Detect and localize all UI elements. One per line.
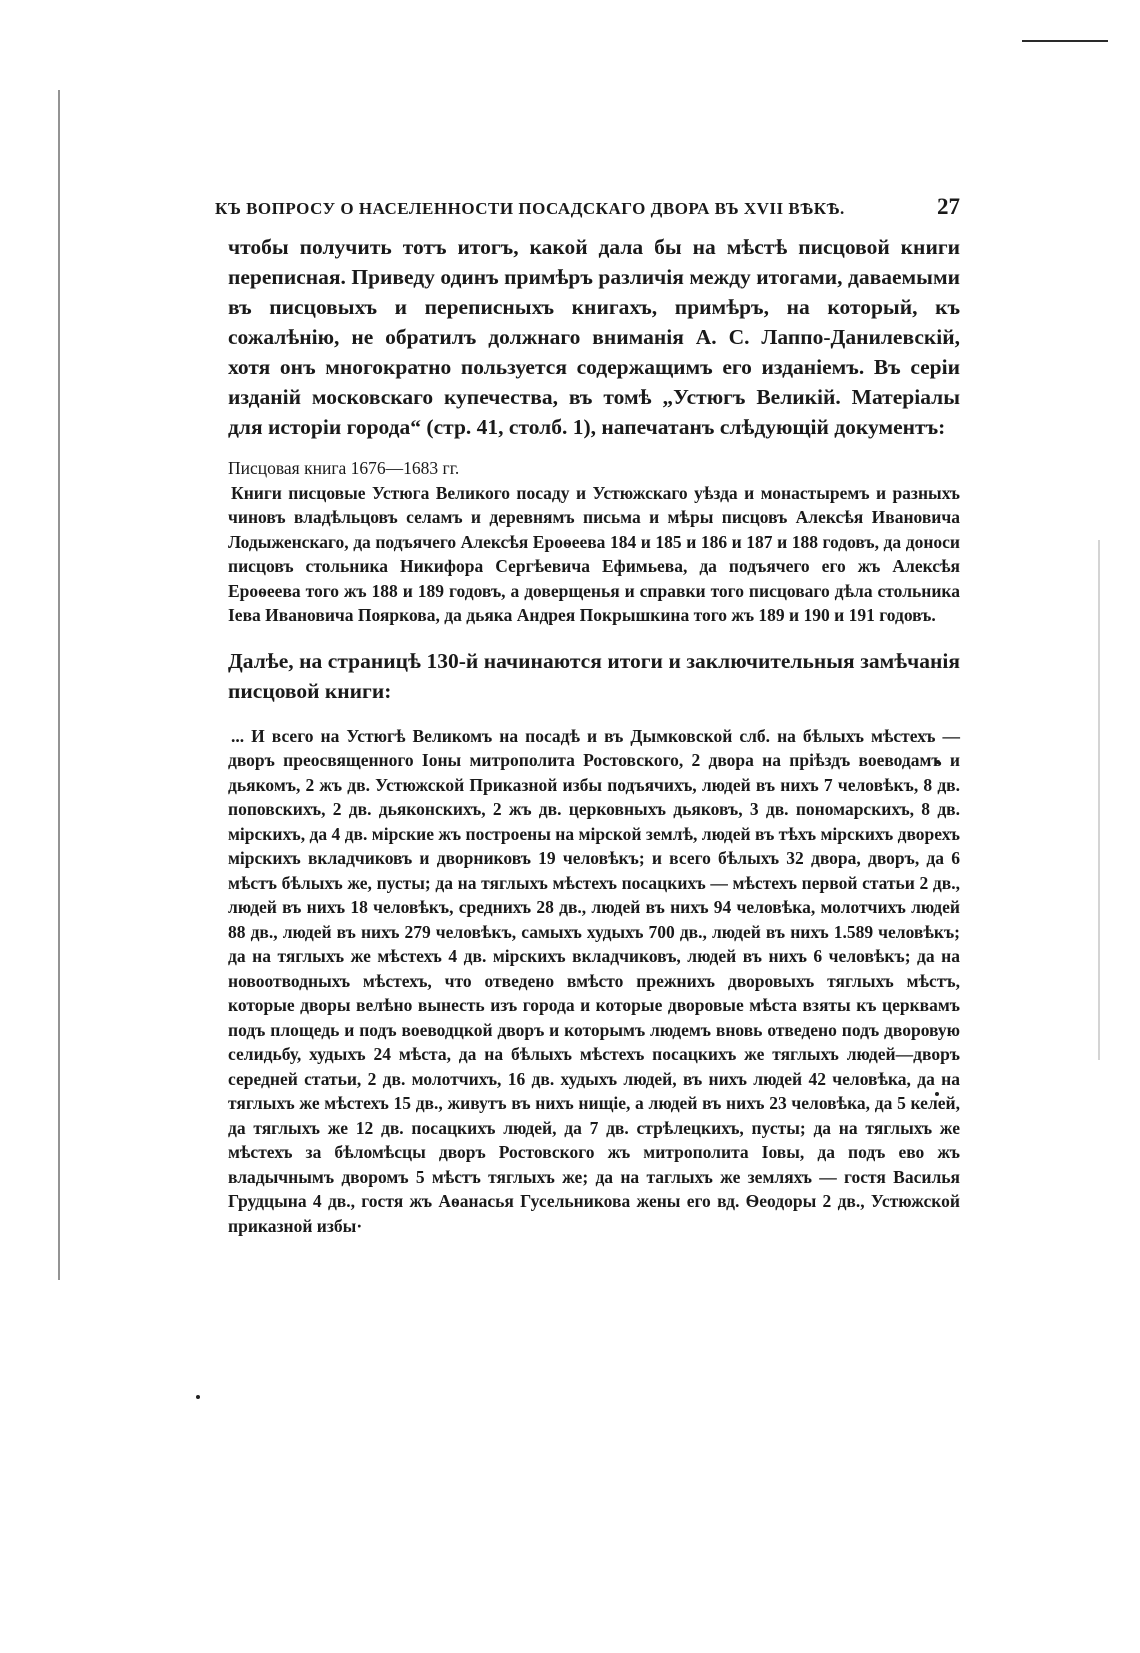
body-paragraph: Далѣе, на страницѣ 130-й начинаются итоги и заключительныя замѣчанія писцовой книги: <box>228 648 960 703</box>
page-body <box>228 232 960 1238</box>
quote-block: Книги писцовые Устюга Великого посаду и Устюжскаго уѣзда и монастыремъ и разныхъ чиновъ владѣльцовъ селамъ и деревнямъ письма и мѣры писцовъ Алексѣя Ивановича Лодыженскаго, да подъячего Алексѣя Ероѳеева 184 и 185 и 186 и 187 и 188 годовъ, да доноси писцовъ стольника Никифора Сергѣевича Ефимьева, да подъячего его жъ Алексѣя Ероѳеева того жъ 188 и 189 годовъ, а доверщенья и справки того писцоваго дѣла стольника Іева Ивановича Поярковa, да дьяка Андрея Покрышкина того жъ 189 и 190 и 191 годовъ. <box>228 482 960 625</box>
page-edge-mark-top-right <box>1022 40 1108 42</box>
page-edge-shadow-left <box>58 90 60 1280</box>
running-header-title: КЪ ВОПРОСУ О НАСЕЛЕННОСТИ ПОСАДСКАГО ДВОРА ВЪ XVII ВѢКѢ. <box>215 199 845 218</box>
quote-block: ... И всего на Устюгѣ Великомъ на посадѣ и въ Дымковской слб. на бѣлыхъ мѣстехъ — дворъ преосвященного Іоны митрополита Ростовского, 2 двора на пріѣздъ воеводамъ и дьякомъ, 2 жъ дв. Устюжской Приказной избы подъячихъ, людей въ нихъ 7 человѣкъ, 8 дв. поповскихъ, 2 дв. дьяконскихъ, 2 жъ дв. церковныхъ дьяковъ, 3 дв. пономарскихъ, 8 дв. мірскихъ, да 4 дв. мірские жъ построены на мірской землѣ, людей въ тѣхъ мірскихъ дворехъ мірскихъ вкладчиковъ и дворниковъ 19 человѣкъ; и всего бѣлыхъ 32 двора, дворъ, да 6 мѣстъ бѣлыхъ же, пусты; да на тяглыхъ мѣстехъ посацкихъ — мѣстехъ первой статьи 2 дв., людей въ нихъ 18 человѣкъ, среднихъ 28 дв., людей въ нихъ 94 человѣка, молотчихъ людей 88 дв., людей въ нихъ 279 человѣкъ, самыхъ худыхъ 700 дв., людей въ нихъ 1.589 человѣкъ; да на тяглыхъ же мѣстехъ 4 дв. мірскихъ вкладчиковъ, людей въ нихъ 6 человѣкъ; да на новоотводныхъ мѣстехъ, что отведено вмѣсто прежнихъ дворовыхъ тяглыхъ мѣстъ, которые дворы велѣно вынесть изъ города и которые дворовые мѣста взяты къ церквамъ подъ площедь и подъ воеводцкой дворъ и которымъ людемъ вновь отведено подъ дворовую селидьбу, худыхъ 24 мѣста, да на бѣлыхъ мѣстехъ посацкихъ же тяглыхъ людей—дворъ середней статьи, 2 дв. молотчихъ, 16 дв. худыхъ людей, въ нихъ людей 42 человѣка, да на тяглыхъ же мѣстехъ 15 дв., живутъ въ нихъ нищіе, а людей въ нихъ 23 человѣка, да 5 келей, да тяглыхъ же 12 дв. посацкихъ людей, да 7 дв. стрѣлецкихъ, пусты; да на тяглыхъ же мѣстехъ за бѣломѣсцы дворъ Ростовского жъ митрополита Іовы, да подъ ево жъ владычнымъ дворомъ 5 мѣстъ тяглыхъ же; да на таглыхъ же земляхъ — гостя Василья Грудцына 4 дв., гостя жъ Аѳанасья Гусельникова жены его вд. Ѳеодоры 2 дв., Устюжской приказной избы· <box>228 725 960 1236</box>
running-header <box>215 194 960 220</box>
page-number: 27 <box>937 194 960 219</box>
page-edge-shadow-right <box>1098 540 1100 1060</box>
ink-speck <box>196 1395 200 1399</box>
body-paragraph: чтобы получить тотъ итогъ, какой дала бы на мѣстѣ писцовой книги переписная. Приведу одинъ примѣръ различія между итогами, даваемыми въ писцовыхъ и переписныхъ книгахъ, примѣръ, на который, къ сожалѣнію, не обратилъ должнаго вниманія А. С. Лаппо-Данилевскій, хотя онъ многократно пользуется содержащимъ его изданіемъ. Въ серіи изданій московскаго купечества, въ томѣ „Устюгъ Великій. Матеріалы для исторіи города“ (стр. 41, столб. 1), напечатанъ слѣдующій документъ: <box>228 235 960 439</box>
quote-title: Писцовая книга 1676—1683 гг. <box>228 458 460 478</box>
